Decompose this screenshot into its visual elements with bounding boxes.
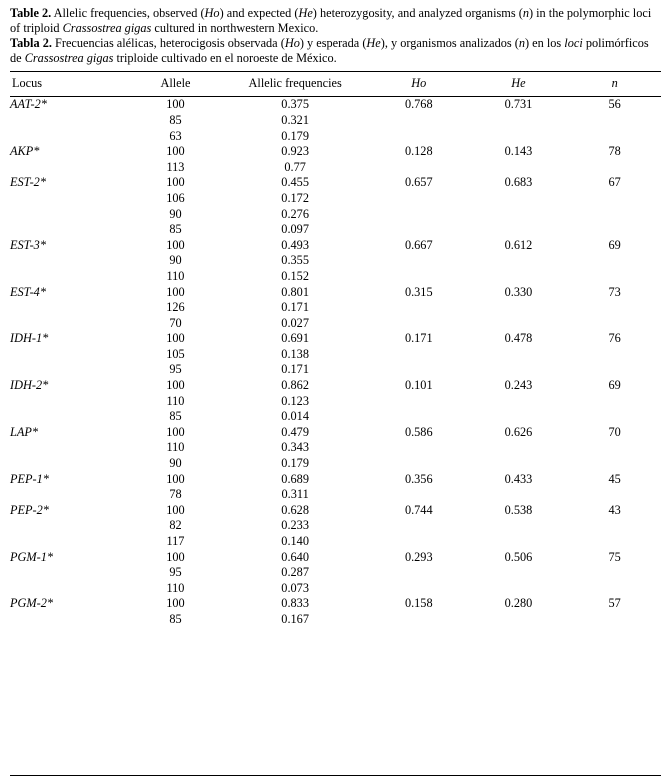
- cell-allelic-frequency: 0.152: [281, 268, 309, 283]
- cell-ho: [369, 347, 469, 363]
- cell-locus: [10, 316, 130, 332]
- cell-allele: 100: [166, 97, 185, 112]
- cell-allele: 117: [166, 534, 185, 548]
- cell-he: [469, 612, 569, 628]
- cell-ho: 0.586: [404, 424, 433, 439]
- table-row: [10, 347, 661, 363]
- cell-n: 69: [608, 237, 621, 252]
- cell-he: [469, 269, 569, 285]
- cell-he: 0.626: [504, 424, 533, 439]
- cell-ho: 0.293: [404, 549, 433, 564]
- cell-allelic-frequency: 0.493: [281, 237, 309, 252]
- cell-locus: [10, 581, 130, 597]
- cell-allele: 82: [169, 518, 182, 533]
- cell-allele: 100: [166, 424, 185, 439]
- cell-he: [469, 565, 569, 581]
- cell-n: [568, 316, 661, 332]
- cell-locus: [10, 534, 130, 550]
- cell-ho: 0.657: [404, 175, 433, 190]
- cell-locus: [10, 487, 130, 503]
- cell-allele: 78: [169, 487, 182, 502]
- cell-he: [469, 456, 569, 472]
- cell-ho: [369, 222, 469, 238]
- table-row: [10, 534, 661, 550]
- cell-he: 0.280: [504, 596, 533, 611]
- cell-n: 67: [608, 175, 621, 190]
- cell-allelic-frequency: 0.862: [281, 378, 309, 393]
- caption-italic-n-en: n: [522, 6, 529, 20]
- cell-n: [568, 253, 661, 269]
- cell-he: [469, 113, 569, 129]
- table-row: [10, 97, 661, 113]
- caption-italic-species-en: Crassostrea gigas: [62, 20, 152, 35]
- cell-ho: 0.101: [404, 378, 433, 393]
- cell-allele: 100: [166, 284, 185, 299]
- cell-allelic-frequency: 0.77: [284, 159, 306, 174]
- table-row: [10, 503, 661, 519]
- table-row: [10, 440, 661, 456]
- cell-ho: 0.744: [404, 502, 433, 517]
- cell-ho: 0.128: [404, 144, 433, 159]
- cell-allele: 90: [169, 456, 182, 471]
- cell-locus: [10, 347, 130, 363]
- table-row: [10, 160, 661, 176]
- caption-text-es-5: polimórficos de: [10, 36, 649, 65]
- cell-ho: 0.667: [404, 237, 433, 252]
- cell-ho: [369, 300, 469, 316]
- cell-allelic-frequency: 0.923: [281, 144, 309, 159]
- caption-italic-species-es: Crassostrea gigas: [24, 50, 114, 65]
- cell-ho: [369, 394, 469, 410]
- cell-ho: [369, 207, 469, 223]
- cell-locus: [10, 253, 130, 269]
- cell-n: [568, 487, 661, 503]
- cell-allelic-frequency: 0.628: [281, 502, 309, 517]
- cell-he: [469, 191, 569, 207]
- cell-ho: [369, 565, 469, 581]
- cell-allelic-frequency: 0.801: [281, 284, 309, 299]
- cell-he: 0.433: [504, 471, 533, 486]
- caption-italic-he-en: He: [298, 6, 313, 20]
- column-header-locus: Locus: [10, 72, 130, 97]
- cell-locus: AAT-2*: [10, 97, 47, 112]
- cell-locus: [10, 113, 130, 129]
- cell-he: [469, 253, 569, 269]
- cell-allelic-frequency: 0.375: [281, 97, 309, 112]
- column-header-ho: [369, 72, 469, 97]
- cell-locus: EST-2*: [10, 175, 46, 190]
- cell-ho: 0.315: [404, 284, 433, 299]
- cell-allele: 100: [166, 502, 185, 517]
- cell-allelic-frequency: 0.027: [281, 315, 309, 330]
- cell-n: [568, 534, 661, 550]
- cell-allelic-frequency: 0.276: [281, 206, 309, 221]
- caption-italic-n-es: n: [518, 36, 526, 51]
- caption-label-es: Tabla 2.: [10, 36, 52, 51]
- cell-ho: 0.158: [404, 596, 433, 611]
- caption-text-es-6: triploide cultivado en el noroeste de México.: [113, 50, 337, 65]
- cell-allele: 85: [169, 611, 182, 626]
- cell-ho: [369, 129, 469, 145]
- cell-ho: [369, 316, 469, 332]
- caption-text-es-3: ), y organismos analizados (: [380, 36, 519, 51]
- table-row: [10, 207, 661, 223]
- table-row: [10, 222, 661, 238]
- cell-locus: [10, 222, 130, 238]
- cell-n: [568, 129, 661, 145]
- cell-n: 70: [608, 424, 621, 439]
- cell-allelic-frequency: 0.455: [281, 175, 309, 190]
- table-header: [10, 72, 661, 97]
- cell-allele: 63: [169, 128, 182, 143]
- cell-allele: 90: [169, 206, 182, 221]
- table-row: [10, 285, 661, 301]
- cell-ho: [369, 160, 469, 176]
- cell-ho: 0.171: [404, 331, 433, 346]
- cell-he: 0.330: [504, 284, 533, 299]
- cell-allelic-frequency: 0.691: [281, 331, 309, 346]
- cell-allelic-frequency: 0.343: [281, 440, 309, 455]
- cell-n: [568, 565, 661, 581]
- cell-he: [469, 160, 569, 176]
- column-header-he-italic: He: [511, 76, 526, 91]
- cell-allelic-frequency: 0.014: [281, 409, 309, 424]
- cell-allelic-frequency: 0.097: [281, 222, 309, 237]
- cell-he: 0.478: [504, 331, 533, 346]
- cell-locus: [10, 565, 130, 581]
- caption-text-en-4: ) in the polymorphic loci of triploid: [10, 6, 652, 35]
- table-row: [10, 113, 661, 129]
- cell-allele: 90: [169, 253, 182, 268]
- cell-allele: 100: [166, 175, 185, 190]
- table-caption-spanish: [10, 36, 661, 65]
- table-row: [10, 472, 661, 488]
- cell-n: [568, 222, 661, 238]
- cell-locus: [10, 160, 130, 176]
- cell-he: 0.612: [504, 237, 533, 252]
- cell-ho: [369, 487, 469, 503]
- column-header-n: [568, 72, 661, 97]
- cell-he: [469, 487, 569, 503]
- table-row: [10, 253, 661, 269]
- cell-allelic-frequency: 0.167: [281, 611, 309, 626]
- cell-allele: 100: [166, 596, 185, 611]
- column-header-allele: Allele: [130, 72, 222, 97]
- cell-allelic-frequency: 0.123: [281, 393, 309, 408]
- cell-ho: [369, 253, 469, 269]
- table-row: [10, 191, 661, 207]
- cell-n: [568, 362, 661, 378]
- cell-allele: 113: [166, 159, 185, 174]
- cell-n: [568, 160, 661, 176]
- cell-allele: 100: [166, 144, 185, 159]
- table-row: [10, 175, 661, 191]
- cell-ho: [369, 440, 469, 456]
- cell-allelic-frequency: 0.311: [281, 487, 309, 502]
- cell-n: 78: [608, 144, 621, 159]
- cell-ho: [369, 534, 469, 550]
- cell-allele: 85: [169, 222, 182, 237]
- column-header-allelic-frequencies: Allelic frequencies: [221, 72, 369, 97]
- cell-he: [469, 518, 569, 534]
- cell-allelic-frequency: 0.233: [281, 518, 309, 533]
- cell-locus: EST-4*: [10, 284, 46, 299]
- cell-locus: [10, 612, 130, 628]
- cell-n: [568, 300, 661, 316]
- caption-italic-he-es: He: [366, 36, 381, 51]
- table-row: [10, 269, 661, 285]
- table-row: [10, 596, 661, 612]
- cell-he: 0.538: [504, 502, 533, 517]
- cell-he: 0.683: [504, 175, 533, 190]
- cell-allele: 85: [169, 112, 182, 127]
- cell-allele: 110: [166, 393, 185, 408]
- caption-text-en-2: ) and expected (: [219, 6, 299, 20]
- cell-n: 75: [608, 549, 621, 564]
- cell-locus: IDH-2*: [10, 378, 49, 393]
- cell-ho: [369, 409, 469, 425]
- caption-italic-ho-en: Ho: [204, 6, 220, 20]
- cell-n: [568, 207, 661, 223]
- cell-allelic-frequency: 0.172: [281, 190, 309, 205]
- caption-italic-loci-es: loci: [564, 36, 583, 51]
- cell-locus: [10, 207, 130, 223]
- cell-allele: 70: [169, 315, 182, 330]
- cell-ho: [369, 456, 469, 472]
- table-header-row: [10, 72, 661, 97]
- table-row: [10, 300, 661, 316]
- cell-allelic-frequency: 0.640: [281, 549, 309, 564]
- cell-ho: [369, 113, 469, 129]
- table-row: [10, 316, 661, 332]
- cell-allele: 126: [166, 300, 185, 315]
- table-bottom-rule: [10, 775, 661, 776]
- cell-locus: PGM-2*: [10, 596, 54, 611]
- cell-he: [469, 129, 569, 145]
- cell-allelic-frequency: 0.179: [281, 128, 309, 143]
- table-row: [10, 129, 661, 145]
- table-body: [10, 97, 661, 628]
- cell-locus: [10, 129, 130, 145]
- cell-ho: [369, 518, 469, 534]
- cell-allele: 100: [166, 378, 185, 393]
- cell-n: [568, 394, 661, 410]
- cell-locus: EST-3*: [10, 237, 46, 252]
- table-caption-english: [10, 6, 661, 35]
- cell-he: 0.143: [504, 144, 533, 159]
- cell-he: [469, 394, 569, 410]
- caption-italic-ho-es: Ho: [284, 36, 300, 51]
- cell-he: 0.243: [504, 378, 533, 393]
- cell-n: [568, 440, 661, 456]
- cell-allelic-frequency: 0.355: [281, 253, 309, 268]
- column-header-n-italic: n: [611, 76, 618, 91]
- cell-n: 57: [608, 596, 621, 611]
- cell-n: [568, 347, 661, 363]
- allelic-frequency-table: [10, 71, 661, 627]
- cell-allelic-frequency: 0.287: [281, 565, 309, 580]
- cell-n: 56: [608, 97, 621, 112]
- cell-allele: 100: [166, 549, 185, 564]
- cell-allele: 85: [169, 409, 182, 424]
- cell-allelic-frequency: 0.138: [281, 346, 309, 361]
- cell-allele: 106: [166, 190, 185, 205]
- cell-he: [469, 300, 569, 316]
- cell-locus: LAP*: [10, 424, 39, 439]
- cell-allelic-frequency: 0.171: [281, 300, 309, 315]
- cell-allelic-frequency: 0.833: [281, 596, 309, 611]
- cell-ho: [369, 269, 469, 285]
- cell-locus: PGM-1*: [10, 549, 54, 564]
- cell-n: 45: [608, 471, 621, 486]
- cell-locus: [10, 409, 130, 425]
- table-row: [10, 581, 661, 597]
- column-header-ho-italic: Ho: [411, 76, 427, 91]
- cell-he: [469, 409, 569, 425]
- cell-allele: 110: [166, 440, 185, 455]
- cell-locus: AKP*: [10, 144, 40, 159]
- cell-allele: 95: [169, 565, 182, 580]
- cell-n: [568, 409, 661, 425]
- cell-n: 73: [608, 284, 621, 299]
- cell-he: [469, 440, 569, 456]
- cell-locus: [10, 362, 130, 378]
- caption-text-en-3: ) heterozygosity, and analyzed organisms (: [312, 6, 523, 20]
- cell-locus: PEP-2*: [10, 502, 49, 517]
- cell-n: [568, 581, 661, 597]
- cell-locus: [10, 300, 130, 316]
- cell-locus: IDH-1*: [10, 331, 49, 346]
- table-row: [10, 378, 661, 394]
- table-row: [10, 456, 661, 472]
- table-row: [10, 144, 661, 160]
- table-row: [10, 331, 661, 347]
- cell-he: [469, 207, 569, 223]
- caption-text-es-2: ) y esperada (: [299, 36, 367, 51]
- table-row: [10, 565, 661, 581]
- cell-ho: [369, 191, 469, 207]
- table-row: [10, 409, 661, 425]
- table-row: [10, 238, 661, 254]
- table-row: [10, 425, 661, 441]
- cell-he: [469, 581, 569, 597]
- cell-allelic-frequency: 0.321: [281, 112, 309, 127]
- table-row: [10, 518, 661, 534]
- cell-locus: [10, 518, 130, 534]
- cell-allele: 95: [169, 362, 182, 377]
- cell-he: 0.506: [504, 549, 533, 564]
- cell-he: [469, 316, 569, 332]
- cell-n: [568, 191, 661, 207]
- cell-ho: [369, 612, 469, 628]
- cell-locus: [10, 269, 130, 285]
- cell-n: 76: [608, 331, 621, 346]
- cell-allele: 110: [166, 268, 185, 283]
- table-row: [10, 550, 661, 566]
- caption-text-es-1: Frecuencias alélicas, heterocigosis observada (: [51, 36, 285, 51]
- cell-allele: 105: [166, 346, 185, 361]
- cell-n: 69: [608, 378, 621, 393]
- cell-n: [568, 518, 661, 534]
- cell-n: [568, 612, 661, 628]
- cell-locus: [10, 456, 130, 472]
- cell-allelic-frequency: 0.179: [281, 456, 309, 471]
- cell-ho: 0.356: [404, 471, 433, 486]
- cell-allele: 100: [166, 331, 185, 346]
- caption-text-en-1: Allelic frequencies, observed (: [51, 6, 205, 20]
- caption-label-en: Table 2.: [10, 6, 52, 20]
- cell-allele: 100: [166, 471, 185, 486]
- table-row: [10, 362, 661, 378]
- cell-ho: [369, 581, 469, 597]
- cell-ho: [369, 362, 469, 378]
- cell-he: [469, 347, 569, 363]
- cell-allelic-frequency: 0.479: [281, 424, 309, 439]
- cell-he: [469, 222, 569, 238]
- caption-text-en-5: cultured in northwestern Mexico.: [151, 20, 319, 35]
- cell-allelic-frequency: 0.689: [281, 471, 309, 486]
- table-row: [10, 394, 661, 410]
- caption-text-es-4: ) en los: [525, 36, 565, 51]
- cell-n: [568, 113, 661, 129]
- cell-locus: PEP-1*: [10, 471, 49, 486]
- cell-allele: 110: [166, 580, 185, 595]
- cell-n: 43: [608, 502, 621, 517]
- cell-allelic-frequency: 0.073: [281, 580, 309, 595]
- cell-allele: 100: [166, 237, 185, 252]
- column-header-he: [469, 72, 569, 97]
- cell-n: [568, 269, 661, 285]
- cell-locus: [10, 394, 130, 410]
- cell-n: [568, 456, 661, 472]
- cell-locus: [10, 440, 130, 456]
- table-row: [10, 612, 661, 628]
- cell-allelic-frequency: 0.140: [281, 534, 309, 548]
- cell-he: 0.731: [504, 97, 533, 112]
- cell-he: [469, 534, 569, 550]
- cell-ho: 0.768: [404, 97, 433, 112]
- table-row: [10, 487, 661, 503]
- cell-allelic-frequency: 0.171: [281, 362, 309, 377]
- cell-locus: [10, 191, 130, 207]
- cell-he: [469, 362, 569, 378]
